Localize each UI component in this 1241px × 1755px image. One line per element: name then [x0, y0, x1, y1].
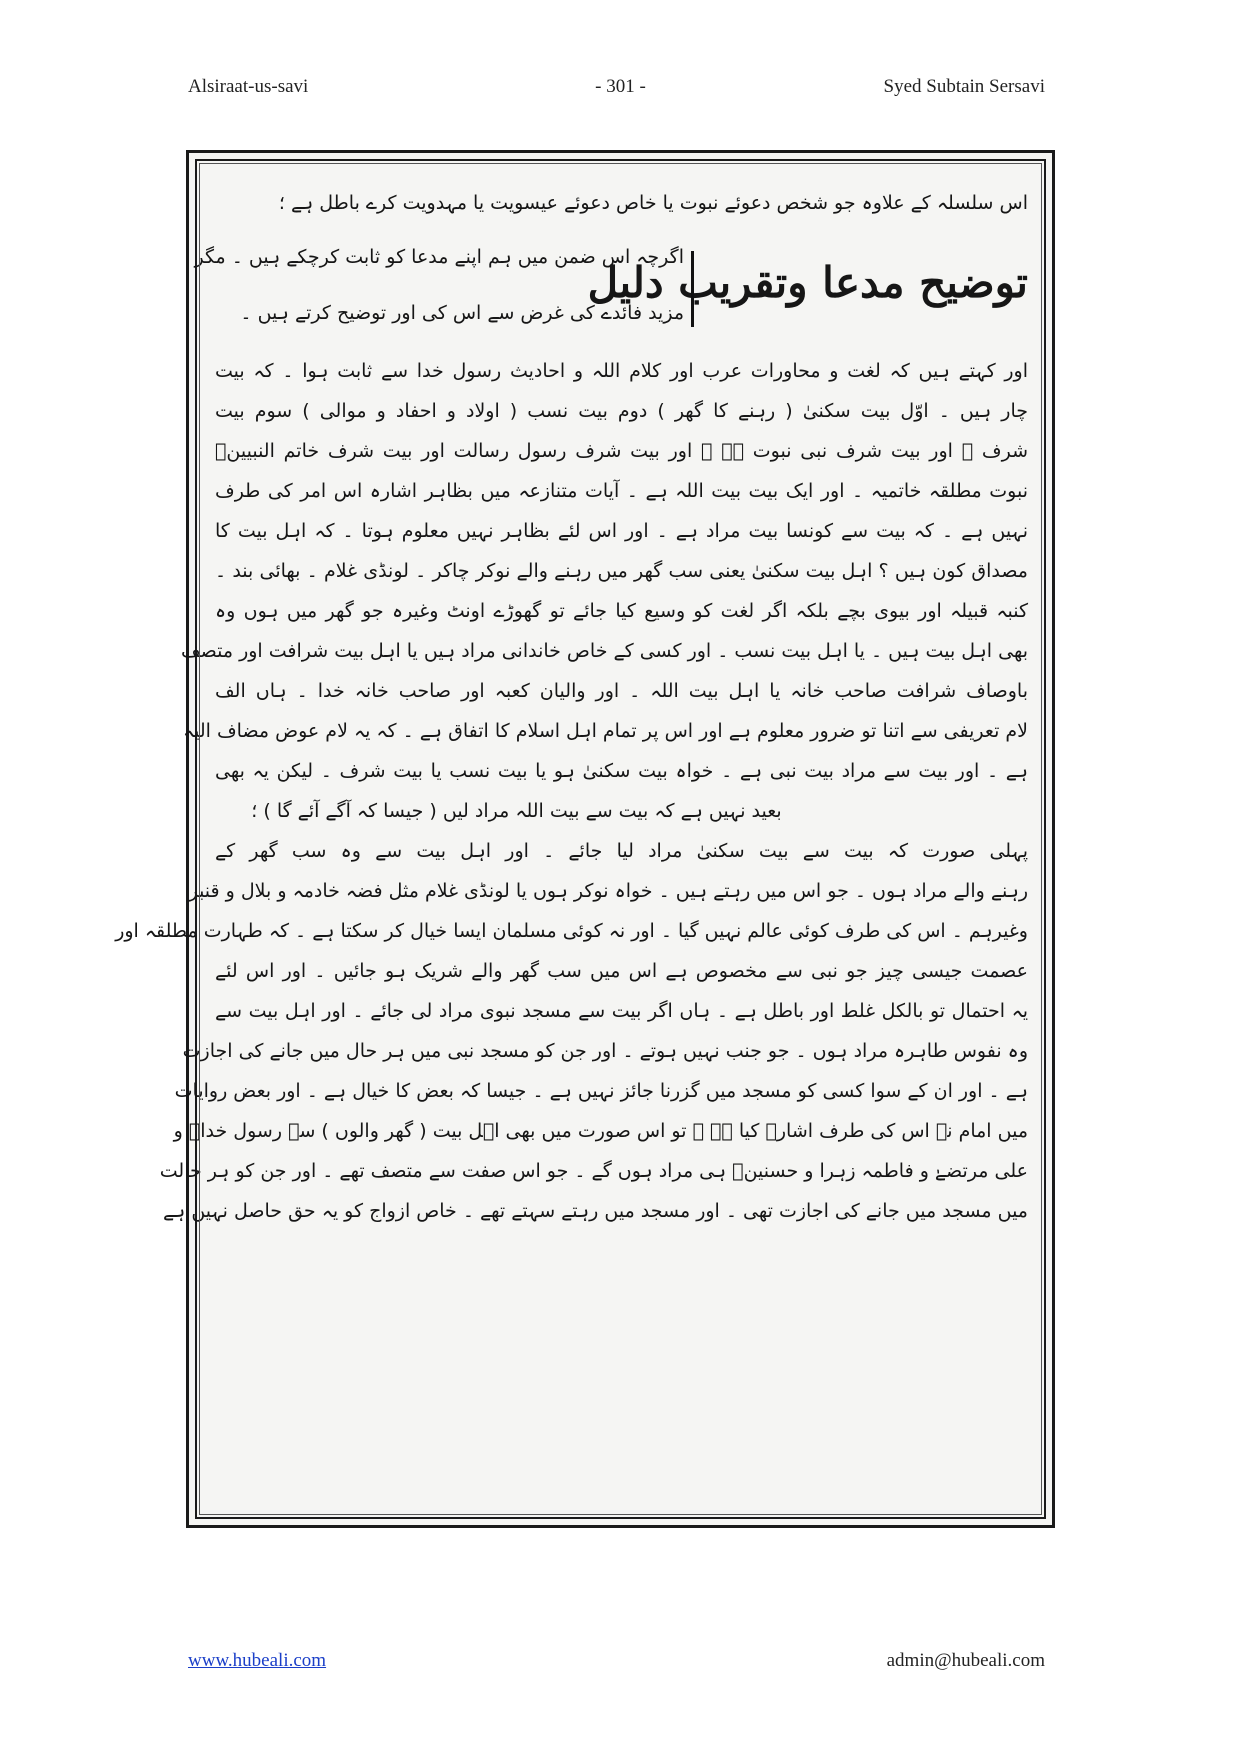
footer-email: admin@hubeali.com [886, 1650, 1045, 1671]
text-line: رہنے والے مراد ہوں ۔ جو اس میں رہتے ہیں ۔ خواہ نوکر ہوں یا لونڈی غلام مثل فضہ خادمہ و بلال و قنبر [188, 880, 1028, 902]
intro-line: اس سلسلہ کے علاوہ جو شخص دعوئے نبوت یا خاص دعوئے عیسویت یا مہدویت کرے باطل ہے ؛ [278, 192, 1028, 214]
text-line: لام تعریفی سے اتنا تو ضرور معلوم ہے اور اس پر تمام اہل اسلام کا اتفاق ہے ۔ کہ یہ لام عوض مضاف الیہ [182, 720, 1028, 742]
text-line: بھی اہل بیت ہیں ۔ یا اہل بیت نسب ۔ اور کسی کے خاص خاندانی مراد ہیں یا اہل بیت شرافت اور متصف [180, 640, 1028, 662]
paragraph-end-line: بعید نہیں ہے کہ بیت سے بیت اللہ مراد لیں ( جیسا کہ آگے آئے گا ) ؛ [251, 800, 782, 822]
heading-side-text [194, 229, 684, 341]
header-author: Syed Subtain Sersavi [883, 76, 1045, 97]
text-line: مصداق کون ہیں ؟ اہل بیت سکنیٰ یعنی سب گھر میں رہنے والے نوکر چاکر ۔ لونڈی غلام ۔ بھائی بند ۔ [215, 560, 1028, 582]
text-line: نہیں ہے ۔ کہ بیت سے کونسا بیت مراد ہے ۔ اور اس لئے بظاہر نہیں معلوم ہوتا ۔ کہ اہل بیت کا [215, 520, 1028, 542]
heading-line: مزید فائدے کی غرض سے اس کی اور توضیح کرتے ہیں ۔ [240, 302, 684, 324]
text-line: ہے ۔ اور ان کے سوا کسی کو مسجد میں گزرنا جائز نہیں ہے ۔ جیسا کہ بعض کا خیال ہے ۔ اور بعض روایات [174, 1080, 1028, 1102]
text-line: یہ احتمال تو بالکل غلط اور باطل ہے ۔ ہاں اگر بیت سے مسجد نبوی مراد لی جائے ۔ اور اہل بیت سے [215, 1000, 1028, 1022]
footer-website-link[interactable]: www.hubeali.com [188, 1650, 327, 1671]
text-line: چار ہیں ۔ اوّل بیت سکنیٰ ( رہنے کا گھر ) دوم بیت نسب ( اولاد و احفاد و موالی ) سوم بیت [215, 400, 1028, 422]
text-line: شرف ۔ اور بیت شرف نبی نبوت ہے ۔ اور بیت شرف رسول رسالت اور بیت شرف خاتم النبیینؐ [215, 440, 1028, 462]
text-line: وہ نفوس طاہرہ مراد ہوں ۔ جو جنب نہیں ہوتے ۔ اور جن کو مسجد نبی میں ہر حال میں جانے کی اجازت [182, 1040, 1028, 1062]
heading-bracket [691, 251, 698, 327]
text-line: علی مرتضےٰ و فاطمہ زہرا و حسنینؑ ہی مراد ہوں گے ۔ جو اس صفت سے متصف تھے ۔ اور جن کو ہر حالت [159, 1160, 1028, 1182]
heading-title: توضیح مدعا وتقریب دلیل [587, 258, 1028, 307]
scanned-page-image [115, 150, 1055, 1528]
text-line: کنبہ قبیلہ اور بیوی بچے بلکہ اگر لغت کو وسیع کیا جائے تو گھوڑے اونٹ وغیرہ جو گھر میں ہوں وہ [215, 600, 1028, 622]
heading-line: اگرچہ اس ضمن میں ہم اپنے مدعا کو ثابت کرچکے ہیں ۔ مگر [194, 246, 684, 268]
text-line: میں امام نے اس کی طرف اشارہ کیا ہے ۔ تو اس صورت میں بھی اہل بیت ( گھر والوں ) سے رسول خداؐ و [173, 1120, 1028, 1142]
text-line: پہلی صورت کہ بیت سے بیت سکنیٰ مراد لیا جائے ۔ اور اہل بیت سے وہ سب گھر کے [215, 840, 1028, 862]
text-line: وغیرہم ۔ اس کی طرف کوئی عالم نہیں گیا ۔ اور نہ کوئی مسلمان ایسا خیال کر سکتا ہے ۔ کہ طہارت مطلقہ اور [115, 920, 1028, 942]
text-line: اور کہتے ہیں کہ لغت و محاورات عرب اور کلام اللہ و احادیث رسول خدا سے ثابت ہوا ۔ کہ بیت [215, 360, 1028, 382]
urdu-text-block [115, 183, 1028, 1231]
header-left-title: Alsiraat-us-savi [188, 76, 309, 97]
text-line: عصمت جیسی چیز جو نبی سے مخصوص ہے اس میں سب گھر والے شریک ہو جائیں ۔ اور اس لئے [215, 960, 1028, 982]
text-line: میں مسجد میں جانے کی اجازت تھی ۔ اور مسجد میں رہتے سہتے تھے ۔ خاص ازواج کو یہ حق حاصل نہیں ہے [163, 1200, 1028, 1222]
text-line: نبوت مطلقہ خاتمیہ ۔ اور ایک بیت بیت اللہ ہے ۔ آیات متنازعہ میں بظاہر اشارہ اس امر کی طرف [215, 480, 1028, 502]
page-number: - 301 - [595, 76, 646, 97]
text-line: باوصاف شرافت صاحب خانہ یا اہل بیت اللہ ۔ اور والیان کعبہ اور صاحب خانہ خدا ۔ ہاں الف [215, 680, 1028, 702]
section-heading [194, 223, 1028, 351]
text-line: ہے ۔ اور بیت سے مراد بیت نبی ہے ۔ خواہ بیت سکنیٰ ہو یا بیت نسب یا بیت شرف ۔ لیکن یہ بھی [215, 760, 1028, 782]
